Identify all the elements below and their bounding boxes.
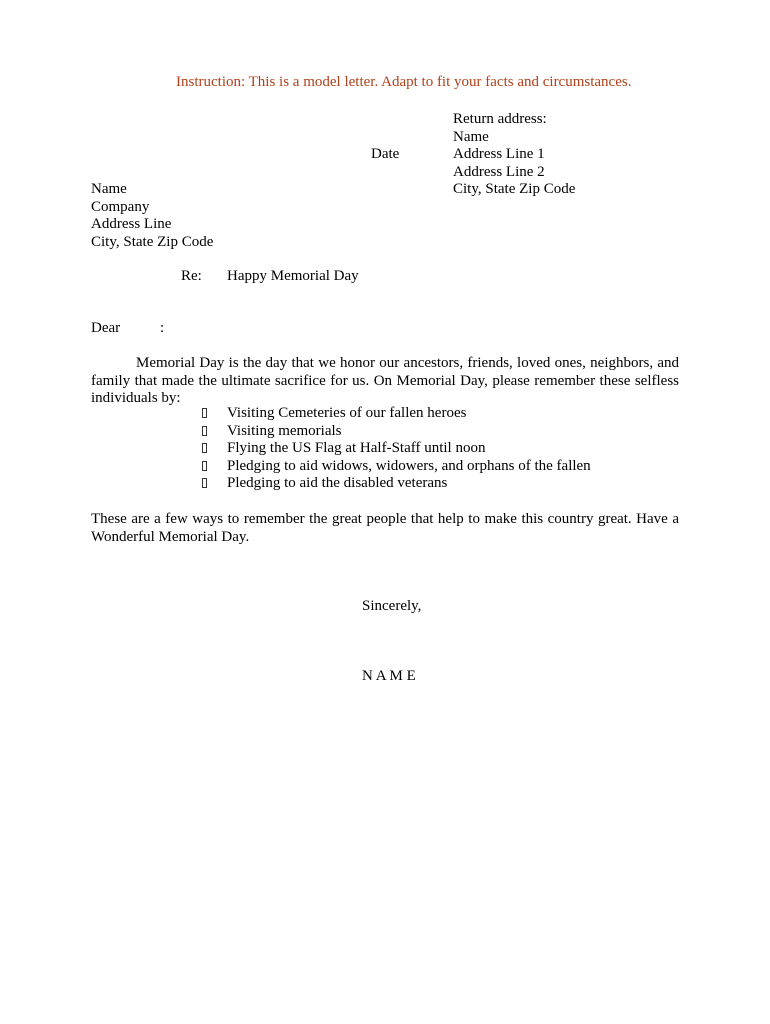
recipient-city: City, State Zip Code (91, 233, 214, 250)
list-item-text: Flying the US Flag at Half-Staff until noon (227, 440, 486, 456)
list-item (202, 475, 591, 493)
date-label: Date (371, 146, 400, 162)
bullet-icon (202, 461, 207, 471)
list-item (202, 405, 591, 423)
re-subject: Happy Memorial Day (227, 268, 359, 284)
return-address-line2: Address Line 2 (453, 163, 545, 180)
recipient-company: Company (91, 198, 150, 215)
list-item (202, 458, 591, 476)
bullet-icon (202, 478, 207, 488)
re-label: Re: (181, 268, 202, 284)
return-address-city: City, State Zip Code (453, 181, 576, 197)
bullet-list (202, 405, 591, 493)
bullet-icon (202, 443, 207, 453)
list-item-text: Pledging to aid the disabled veterans (227, 475, 448, 491)
return-address-label: Return address: (453, 111, 547, 127)
return-address (453, 111, 575, 199)
return-address-line1: Address Line 1 (453, 146, 545, 162)
salutation-colon: : (160, 320, 165, 336)
salutation-dear: Dear (91, 320, 121, 336)
body-paragraph-1: Memorial Day is the day that we honor our ancestors, friends, loved ones, neighbors, and family that made the ultimate sacrifice for us. On Memorial Day, please remember these selfless individuals by: (91, 355, 679, 406)
closing: Sincerely, (362, 598, 422, 614)
list-item-text: Visiting memorials (227, 422, 342, 439)
instruction-note: Instruction: This is a model letter. Adapt to fit your facts and circumstances. (176, 74, 632, 90)
list-item (202, 423, 591, 441)
list-item (202, 440, 591, 458)
return-address-name: Name (453, 128, 489, 145)
signature-name: N A M E (362, 668, 416, 684)
list-item-text: Visiting Cemeteries of our fallen heroes (227, 405, 467, 421)
body-paragraph-2: These are a few ways to remember the great people that help to make this country great. Have a Wonderful Memorial Day. (91, 511, 679, 545)
recipient-address-line: Address Line (91, 216, 172, 232)
recipient-name: Name (91, 181, 127, 197)
bullet-icon (202, 426, 207, 436)
recipient-address (91, 181, 213, 251)
bullet-icon (202, 408, 207, 418)
list-item-text: Pledging to aid widows, widowers, and orphans of the fallen (227, 457, 591, 474)
